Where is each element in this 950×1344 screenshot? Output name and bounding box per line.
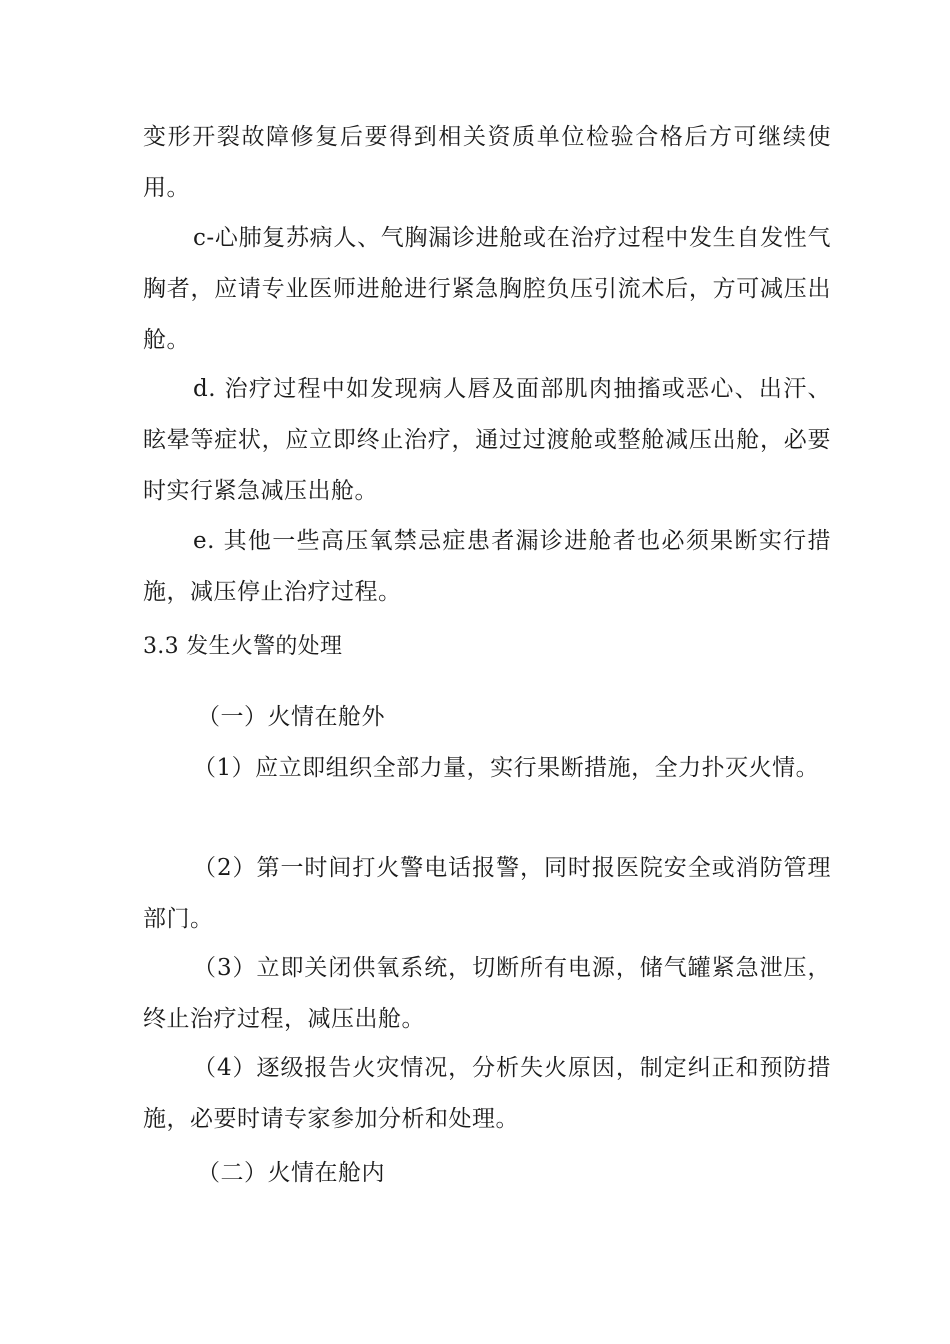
list-item-fire-outside-1: （1）应立即组织全部力量，实行果断措施，全力扑灭火情。 — [193, 755, 820, 781]
paragraph-symptoms-termination: d. 治疗过程中如发现病人唇及面部肌肉抽搐或恶心、出汗、眩晕等症状，应立即终止治疗，通过过渡舱或整舱减压出舱，必要时实行紧急减压出舱。 — [143, 376, 831, 504]
list-item-fire-outside-4: （4）逐级报告火灾情况，分析失火原因，制定纠正和预防措施，必要时请专家参加分析和处理。 — [143, 1055, 831, 1132]
subheading-fire-outside: （一）火情在舱外 — [197, 704, 385, 730]
list-item-fire-outside-3: （3）立即关闭供氧系统，切断所有电源，储气罐紧急泄压，终止治疗过程，减压出舱。 — [143, 955, 831, 1032]
section-heading-fire-alarm: 3.3 发生火警的处理 — [143, 634, 343, 659]
paragraph-contraindication: e. 其他一些高压氧禁忌症患者漏诊进舱者也必须果断实行措施，减压停止治疗过程。 — [143, 528, 831, 605]
paragraph-pneumothorax: c-心肺复苏病人、气胸漏诊进舱或在治疗过程中发生自发性气胸者，应请专业医师进舱进行紧急胸腔负压引流术后，方可减压出舱。 — [143, 225, 831, 353]
subheading-fire-inside: （二）火情在舱内 — [197, 1160, 385, 1186]
list-item-fire-outside-2: （2）第一时间打火警电话报警，同时报医院安全或消防管理部门。 — [143, 855, 831, 932]
paragraph-repair-inspection: 变形开裂故障修复后要得到相关资质单位检验合格后方可继续使用。 — [143, 124, 831, 201]
